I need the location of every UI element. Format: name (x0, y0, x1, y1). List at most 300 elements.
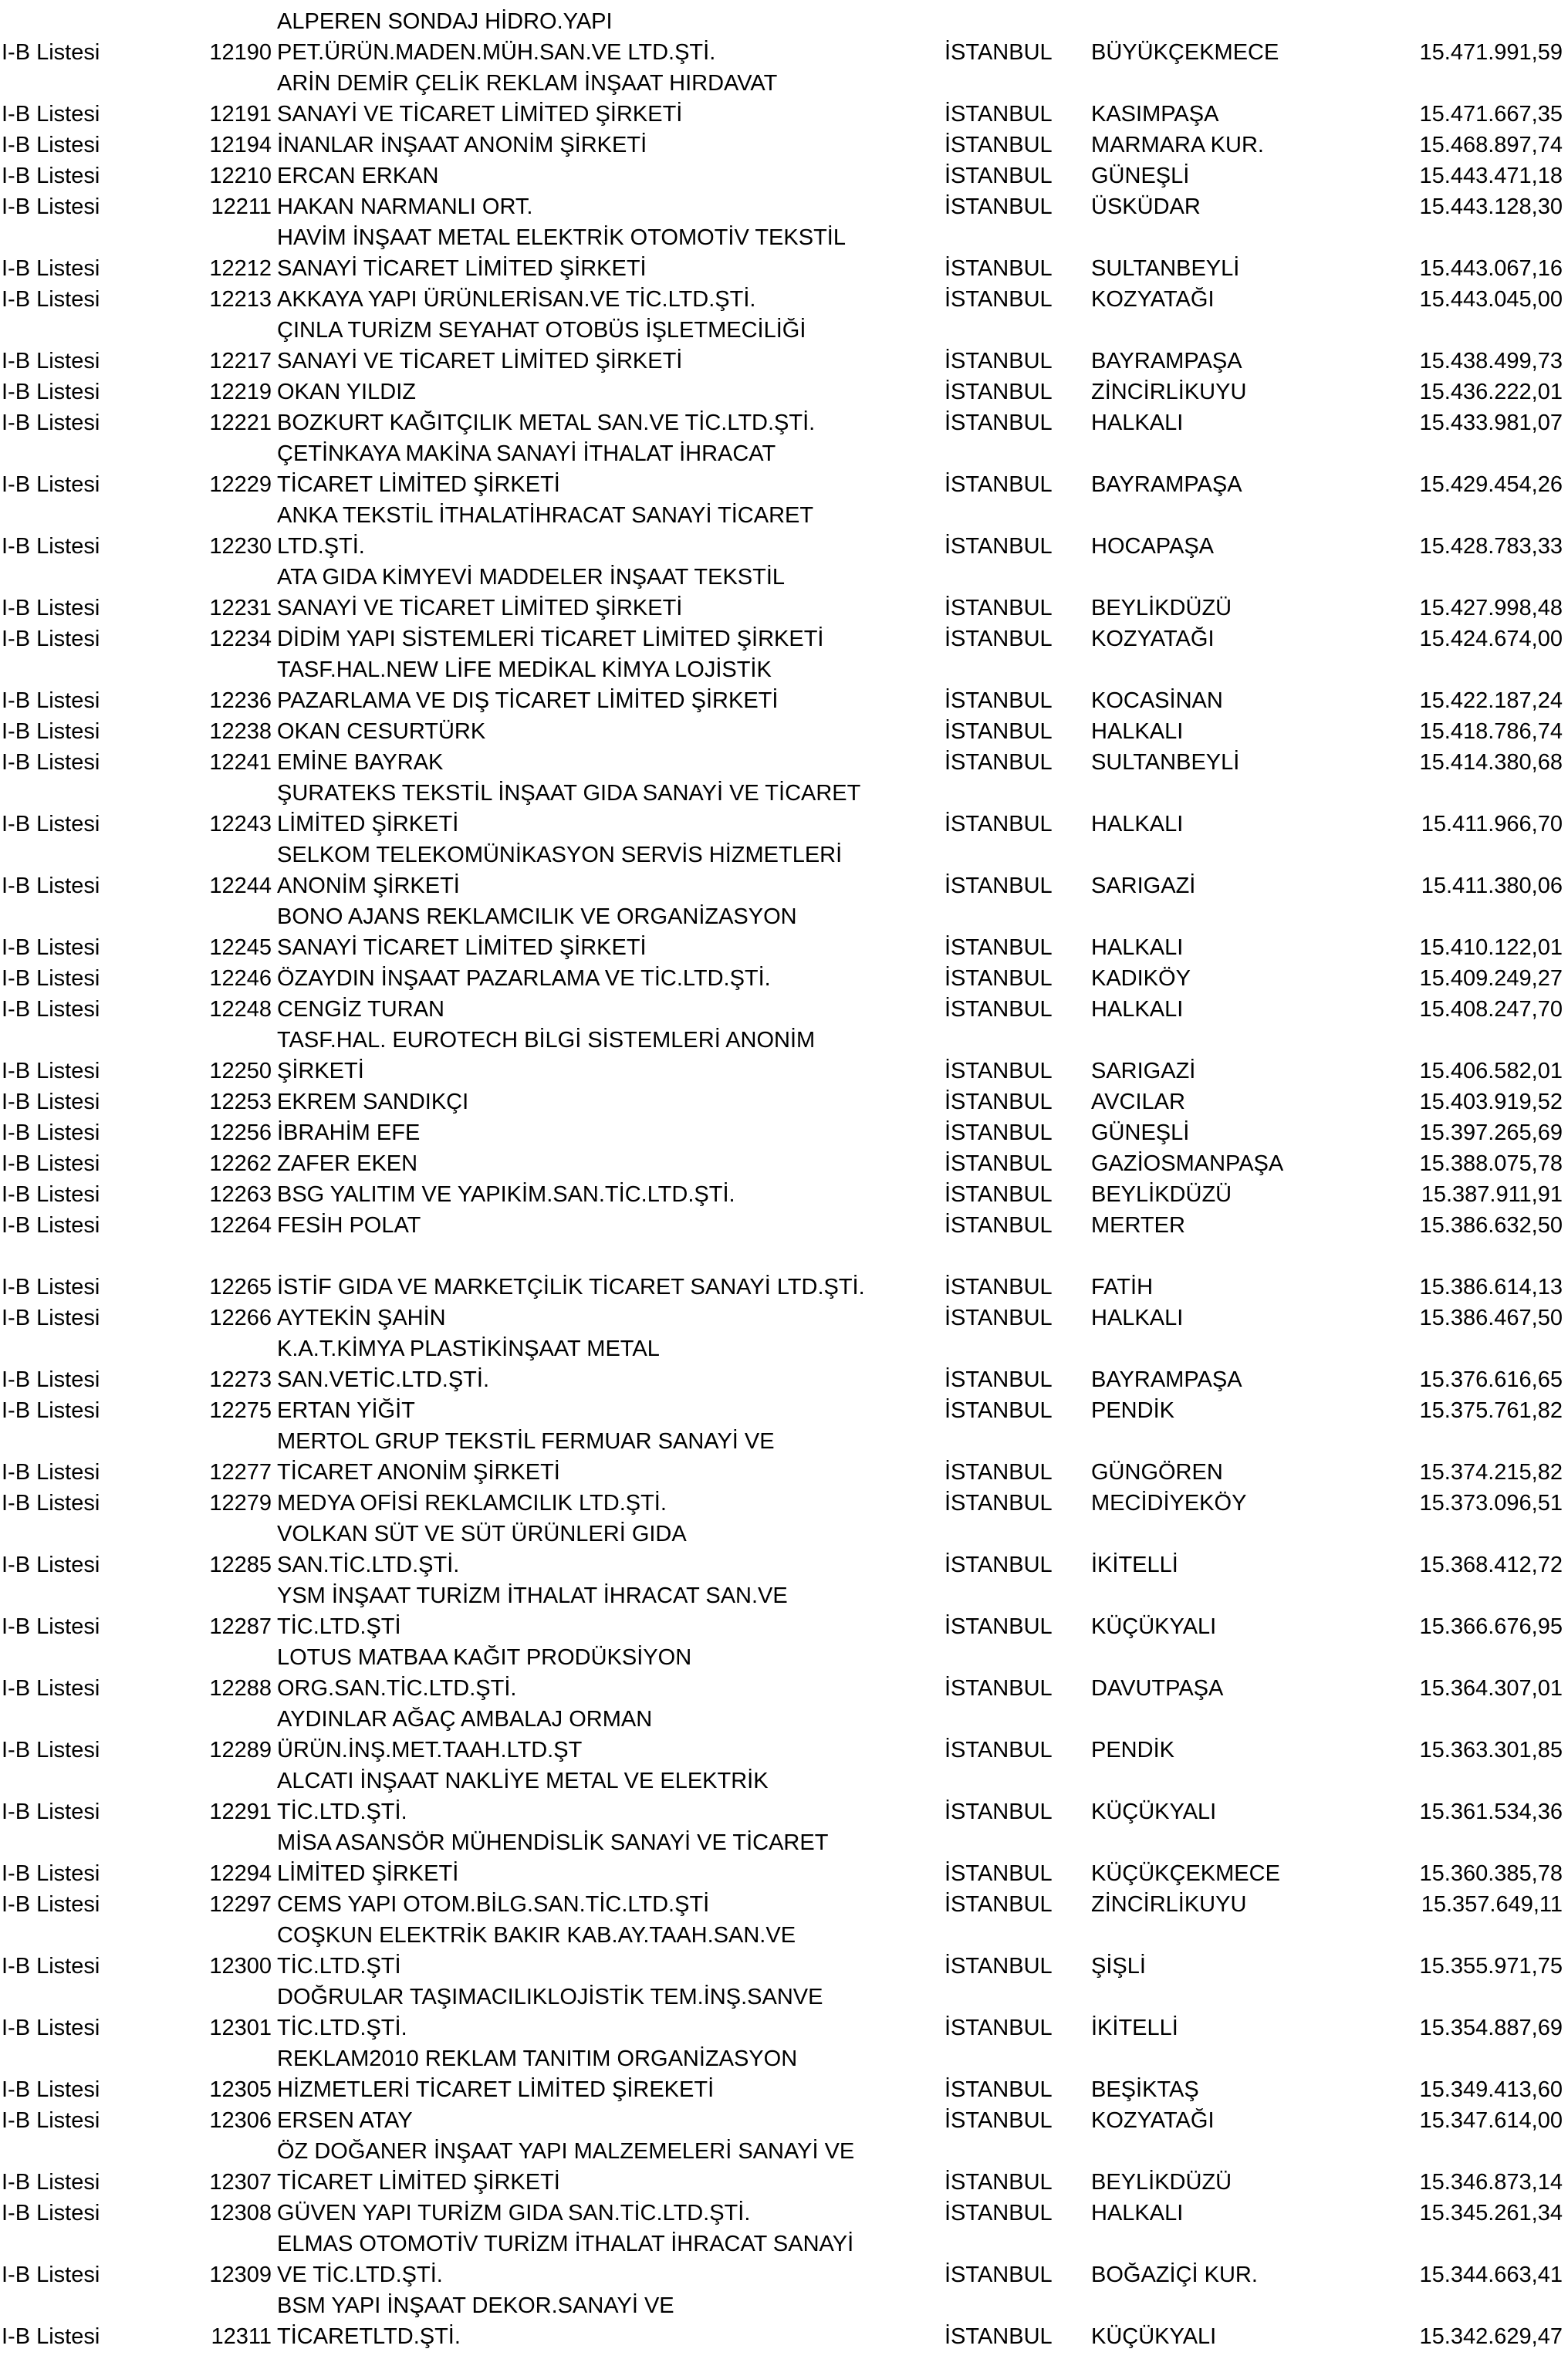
row-number: 12297 (209, 1892, 272, 1917)
company-name-line: TİC.LTD.ŞTİ (277, 1954, 401, 1979)
row-number: 12294 (209, 1861, 272, 1886)
city: İSTANBUL (945, 472, 1053, 497)
district: HALKALI (1091, 719, 1184, 744)
company-name (277, 778, 860, 840)
amount: 15.403.919,52 (1419, 1090, 1563, 1114)
district: HALKALI (1091, 411, 1184, 435)
company-name-line: TİC.LTD.ŞTİ. (277, 1800, 407, 1824)
amount: 15.386.614,13 (1419, 1275, 1563, 1299)
company-name-line: PAZARLAMA VE DIŞ TİCARET LİMİTED ŞİRKETİ (277, 688, 779, 713)
district: ŞİŞLİ (1091, 1954, 1146, 1979)
table-row (0, 438, 1568, 500)
district: AVCILAR (1091, 1090, 1185, 1114)
list-name: I-B Listesi (2, 411, 100, 435)
company-name-line: ÜRÜN.İNŞ.MET.TAAH.LTD.ŞT (277, 1738, 583, 1762)
district: KÜÇÜKYALI (1091, 1614, 1217, 1639)
amount: 15.468.897,74 (1419, 133, 1563, 157)
row-number: 12221 (209, 411, 272, 435)
list-name: I-B Listesi (2, 1151, 100, 1176)
list-name: I-B Listesi (2, 349, 100, 373)
row-number: 12234 (209, 627, 272, 651)
company-name-line: LİMİTED ŞİRKETİ (277, 812, 459, 836)
amount: 15.443.067,16 (1419, 256, 1563, 281)
city: İSTANBUL (945, 1954, 1053, 1979)
city: İSTANBUL (945, 966, 1053, 991)
amount: 15.376.616,65 (1419, 1367, 1563, 1392)
company-name (277, 963, 771, 994)
row-number: 12243 (209, 812, 272, 836)
district: GÜNGÖREN (1091, 1460, 1223, 1485)
list-name: I-B Listesi (2, 1676, 100, 1701)
district: BÜYÜKÇEKMECE (1091, 40, 1279, 65)
list-name: I-B Listesi (2, 1213, 100, 1238)
company-name (277, 1241, 865, 1303)
city: İSTANBUL (945, 812, 1053, 836)
company-name-line: ÇINLA TURİZM SEYAHAT OTOBÜS İŞLETMECİLİĞİ (277, 318, 806, 343)
list-name: I-B Listesi (2, 1367, 100, 1392)
amount: 15.436.222,01 (1419, 380, 1563, 404)
list-name: I-B Listesi (2, 688, 100, 713)
company-name (277, 1827, 828, 1889)
city: İSTANBUL (945, 1676, 1053, 1701)
list-name: I-B Listesi (2, 380, 100, 404)
city: İSTANBUL (945, 380, 1053, 404)
amount: 15.422.187,24 (1419, 688, 1563, 713)
amount: 15.438.499,73 (1419, 349, 1563, 373)
district: GAZİOSMANPAŞA (1091, 1151, 1284, 1176)
table-row (0, 1642, 1568, 1704)
city: İSTANBUL (945, 874, 1053, 898)
amount: 15.443.045,00 (1419, 287, 1563, 312)
company-name-line: TİCARET LİMİTED ŞİRKETİ (277, 472, 560, 497)
amount: 15.429.454,26 (1419, 472, 1563, 497)
district: FATİH (1091, 1275, 1154, 1299)
amount: 15.443.471,18 (1419, 164, 1563, 188)
row-number: 12309 (209, 2263, 272, 2287)
company-name-line: MİSA ASANSÖR MÜHENDİSLİK SANAYİ VE TİCARET (277, 1830, 829, 1855)
row-number: 12241 (209, 750, 272, 775)
row-number: 12229 (209, 472, 272, 497)
company-name (277, 1766, 769, 1827)
company-name-line: ATA GIDA KİMYEVİ MADDELER İNŞAAT TEKSTİL (277, 565, 786, 590)
table-row (0, 1982, 1568, 2043)
amount: 15.374.215,82 (1419, 1460, 1563, 1485)
company-name-line: TİC.LTD.ŞTİ. (277, 2016, 407, 2040)
table-row (0, 994, 1568, 1025)
company-name (277, 1210, 421, 1241)
amount: 15.363.301,85 (1419, 1738, 1563, 1762)
row-number: 12307 (209, 2170, 272, 2195)
company-name-line: PET.ÜRÜN.MADEN.MÜH.SAN.VE LTD.ŞTİ. (277, 40, 716, 65)
company-name-line: TİCARETLTD.ŞTİ. (277, 2324, 461, 2349)
row-number: 12213 (209, 287, 272, 312)
list-name: I-B Listesi (2, 164, 100, 188)
company-name (277, 747, 443, 778)
company-name-line: TİC.LTD.ŞTİ (277, 1614, 401, 1639)
company-name (277, 2105, 413, 2136)
table-row (0, 901, 1568, 963)
city: İSTANBUL (945, 2324, 1053, 2349)
amount: 15.373.096,51 (1419, 1491, 1563, 1516)
company-name-line: LTD.ŞTİ. (277, 534, 365, 559)
list-name: I-B Listesi (2, 997, 100, 1022)
amount: 15.364.307,01 (1419, 1676, 1563, 1701)
city: İSTANBUL (945, 2170, 1053, 2195)
row-number: 12289 (209, 1738, 272, 1762)
row-number: 12210 (209, 164, 272, 188)
row-number: 12246 (209, 966, 272, 991)
company-name-line: TİCARET LİMİTED ŞİRKETİ (277, 2170, 560, 2195)
amount: 15.418.786,74 (1419, 719, 1563, 744)
company-name (277, 2229, 853, 2290)
list-name: I-B Listesi (2, 812, 100, 836)
row-number: 12217 (209, 349, 272, 373)
amount: 15.361.534,36 (1419, 1800, 1563, 1824)
table-row (0, 377, 1568, 407)
city: İSTANBUL (945, 2016, 1053, 2040)
company-name-line: OKAN CESURTÜRK (277, 719, 486, 744)
company-name-line: ZAFER EKEN (277, 1151, 418, 1176)
list-name: I-B Listesi (2, 1553, 100, 1577)
company-name (277, 1117, 420, 1148)
amount: 15.357.649,11 (1421, 1892, 1563, 1917)
city: İSTANBUL (945, 411, 1053, 435)
table-row (0, 654, 1568, 716)
table-row (0, 562, 1568, 624)
table-row (0, 1025, 1568, 1087)
table-row (0, 1395, 1568, 1426)
city: İSTANBUL (945, 40, 1053, 65)
district: BEYLİKDÜZÜ (1091, 2170, 1232, 2195)
amount: 15.354.887,69 (1419, 2016, 1563, 2040)
city: İSTANBUL (945, 287, 1053, 312)
list-name: I-B Listesi (2, 2324, 100, 2349)
company-name-line: AYTEKİN ŞAHİN (277, 1306, 446, 1330)
company-name-line: SAN.TİC.LTD.ŞTİ. (277, 1553, 460, 1577)
table-row (0, 1148, 1568, 1179)
row-number: 12191 (209, 102, 272, 127)
company-name (277, 1889, 709, 1920)
row-number: 12248 (209, 997, 272, 1022)
row-number: 12301 (209, 2016, 272, 2040)
list-name: I-B Listesi (2, 966, 100, 991)
amount: 15.471.991,59 (1419, 40, 1563, 65)
city: İSTANBUL (945, 194, 1053, 219)
list-name: I-B Listesi (2, 1892, 100, 1917)
row-number: 12311 (211, 2324, 272, 2349)
city: İSTANBUL (945, 596, 1053, 620)
district: KÜÇÜKÇEKMECE (1091, 1861, 1280, 1886)
amount: 15.386.467,50 (1419, 1306, 1563, 1330)
amount: 15.388.075,78 (1419, 1151, 1563, 1176)
district: ZİNCİRLİKUYU (1091, 1892, 1247, 1917)
row-number: 12190 (209, 40, 272, 65)
table-row (0, 284, 1568, 315)
district: KOCASİNAN (1091, 688, 1223, 713)
amount: 15.397.265,69 (1419, 1120, 1563, 1145)
company-name-line: ÖZ DOĞANER İNŞAAT YAPI MALZEMELERİ SANAYİ VE (277, 2139, 855, 2164)
table-row (0, 191, 1568, 222)
row-number: 12285 (209, 1553, 272, 1577)
company-name-line: MEDYA OFİSİ REKLAMCILIK LTD.ŞTİ. (277, 1491, 667, 1516)
list-name: I-B Listesi (2, 2077, 100, 2102)
company-name-line: SANAYİ TİCARET LİMİTED ŞİRKETİ (277, 935, 647, 960)
company-name-line: REKLAM2010 REKLAM TANITIM ORGANİZASYON (277, 2046, 798, 2071)
district: BEYLİKDÜZÜ (1091, 596, 1232, 620)
table-row (0, 1210, 1568, 1241)
list-name: I-B Listesi (2, 2201, 100, 2226)
table-row (0, 747, 1568, 778)
company-name-line: ELMAS OTOMOTİV TURİZM İTHALAT İHRACAT SANAYİ (277, 2232, 854, 2256)
district: GÜNEŞLİ (1091, 1120, 1190, 1145)
district: BAYRAMPAŞA (1091, 1367, 1242, 1392)
company-name (277, 2198, 750, 2229)
company-name-line: ÇETİNKAYA MAKİNA SANAYİ İTHALAT İHRACAT (277, 441, 776, 466)
district: HOCAPAŞA (1091, 534, 1215, 559)
district: KOZYATAĞI (1091, 287, 1215, 312)
company-name-line: COŞKUN ELEKTRİK BAKIR KAB.AY.TAAH.SAN.VE (277, 1923, 796, 1948)
list-name: I-B Listesi (2, 472, 100, 497)
list-name: I-B Listesi (2, 719, 100, 744)
table-row (0, 1827, 1568, 1889)
list-name: I-B Listesi (2, 2016, 100, 2040)
company-name-line: ANKA TEKSTİL İTHALATİHRACAT SANAYİ TİCARET (277, 503, 814, 528)
city: İSTANBUL (945, 1800, 1053, 1824)
company-name-line: EMİNE BAYRAK (277, 750, 444, 775)
row-number: 12305 (209, 2077, 272, 2102)
list-name: I-B Listesi (2, 1120, 100, 1145)
list-name: I-B Listesi (2, 1861, 100, 1886)
company-name (277, 840, 842, 901)
row-number: 12277 (209, 1460, 272, 1485)
city: İSTANBUL (945, 349, 1053, 373)
company-name-line: OKAN YILDIZ (277, 380, 416, 404)
list-name: I-B Listesi (2, 1800, 100, 1824)
company-name (277, 654, 778, 716)
city: İSTANBUL (945, 1367, 1053, 1392)
row-number: 12253 (209, 1090, 272, 1114)
company-name-line: İSTİF GIDA VE MARKETÇİLİK TİCARET SANAYİ LTD.ŞTİ. (277, 1275, 865, 1299)
table-row (0, 222, 1568, 284)
city: İSTANBUL (945, 719, 1053, 744)
district: BEYLİKDÜZÜ (1091, 1182, 1232, 1207)
list-name: I-B Listesi (2, 1614, 100, 1639)
company-name-line: GÜVEN YAPI TURİZM GIDA SAN.TİC.LTD.ŞTİ. (277, 2201, 751, 2226)
city: İSTANBUL (945, 164, 1053, 188)
table-row (0, 2136, 1568, 2198)
city: İSTANBUL (945, 1306, 1053, 1330)
company-name (277, 222, 846, 284)
amount: 15.411.380,06 (1421, 874, 1563, 898)
list-name: I-B Listesi (2, 1090, 100, 1114)
company-name (277, 6, 715, 68)
list-name: I-B Listesi (2, 1306, 100, 1330)
district: HALKALI (1091, 935, 1184, 960)
district: KOZYATAĞI (1091, 2108, 1215, 2133)
city: İSTANBUL (945, 1182, 1053, 1207)
row-number: 12230 (209, 534, 272, 559)
row-number: 12300 (209, 1954, 272, 1979)
row-number: 12244 (209, 874, 272, 898)
company-name (277, 1087, 468, 1117)
district: SARIGAZİ (1091, 874, 1196, 898)
company-name-line: İBRAHİM EFE (277, 1120, 421, 1145)
amount: 15.360.385,78 (1419, 1861, 1563, 1886)
city: İSTANBUL (945, 1090, 1053, 1114)
amount: 15.355.971,75 (1419, 1954, 1563, 1979)
city: İSTANBUL (945, 1460, 1053, 1485)
company-name-line: ANONİM ŞİRKETİ (277, 874, 460, 898)
list-name: I-B Listesi (2, 40, 100, 65)
company-name-line: SANAYİ VE TİCARET LİMİTED ŞİRKETİ (277, 596, 683, 620)
amount: 15.424.674,00 (1419, 627, 1563, 651)
company-name (277, 1580, 788, 1642)
company-name-line: EKREM SANDIKÇI (277, 1090, 469, 1114)
amount: 15.349.413,60 (1419, 2077, 1563, 2102)
district: KASIMPAŞA (1091, 102, 1219, 127)
city: İSTANBUL (945, 1275, 1053, 1299)
amount: 15.410.122,01 (1419, 935, 1563, 960)
table-row (0, 161, 1568, 191)
amount: 15.427.998,48 (1419, 596, 1563, 620)
district: SULTANBEYLİ (1091, 750, 1240, 775)
company-name-line: HİZMETLERİ TİCARET LİMİTED ŞİREKETİ (277, 2077, 715, 2102)
district: İKİTELLİ (1091, 2016, 1178, 2040)
list-name: I-B Listesi (2, 1398, 100, 1423)
district: İKİTELLİ (1091, 1553, 1178, 1577)
table-row (0, 1117, 1568, 1148)
city: İSTANBUL (945, 1738, 1053, 1762)
list-name: I-B Listesi (2, 935, 100, 960)
table-row (0, 2198, 1568, 2229)
company-name (277, 2043, 797, 2105)
company-name-line: HAVİM İNŞAAT METAL ELEKTRİK OTOMOTİV TEKSTİL (277, 225, 846, 250)
district: BEŞİKTAŞ (1091, 2077, 1199, 2102)
company-name-line: TASF.HAL. EUROTECH BİLGİ SİSTEMLERİ ANONİM (277, 1028, 816, 1053)
city: İSTANBUL (945, 2263, 1053, 2287)
amount: 15.347.614,00 (1419, 2108, 1563, 2133)
row-number: 12263 (209, 1182, 272, 1207)
company-name (277, 901, 797, 963)
company-name (277, 1982, 823, 2043)
list-name: I-B Listesi (2, 1182, 100, 1207)
row-number: 12236 (209, 688, 272, 713)
amount: 15.345.261,34 (1419, 2201, 1563, 2226)
table-row (0, 963, 1568, 994)
company-name-line: BSG YALITIM VE YAPIKİM.SAN.TİC.LTD.ŞTİ. (277, 1182, 735, 1207)
table-row (0, 1920, 1568, 1982)
amount: 15.346.873,14 (1419, 2170, 1563, 2195)
table-row (0, 2043, 1568, 2105)
amount: 15.433.981,07 (1419, 411, 1563, 435)
company-name (277, 191, 532, 222)
district: MARMARA KUR. (1091, 133, 1264, 157)
company-name (277, 994, 444, 1025)
district: HALKALI (1091, 812, 1184, 836)
list-name: I-B Listesi (2, 1059, 100, 1083)
table-row (0, 6, 1568, 68)
city: İSTANBUL (945, 1120, 1053, 1145)
company-name (277, 1333, 660, 1395)
list-name: I-B Listesi (2, 102, 100, 127)
district: ÜSKÜDAR (1091, 194, 1201, 219)
company-name-line: TASF.HAL.NEW LİFE MEDİKAL KİMYA LOJİSTİK (277, 657, 772, 682)
table-row (0, 624, 1568, 654)
company-name-line: YSM İNŞAAT TURİZM İTHALAT İHRACAT SAN.VE (277, 1583, 788, 1608)
amount: 15.471.667,35 (1419, 102, 1563, 127)
company-name (277, 1642, 691, 1704)
table-row (0, 2229, 1568, 2290)
row-number: 12212 (209, 256, 272, 281)
list-name: I-B Listesi (2, 256, 100, 281)
company-name (277, 1488, 667, 1519)
row-number: 12266 (209, 1306, 272, 1330)
company-name-line: BONO AJANS REKLAMCILIK VE ORGANİZASYON (277, 904, 797, 929)
city: İSTANBUL (945, 1151, 1053, 1176)
company-name-line: SELKOM TELEKOMÜNİKASYON SERVİS HİZMETLERİ (277, 843, 843, 867)
table-row (0, 778, 1568, 840)
company-name-line: MERTOL GRUP TEKSTİL FERMUAR SANAYİ VE (277, 1429, 775, 1454)
city: İSTANBUL (945, 1213, 1053, 1238)
district: HALKALI (1091, 1306, 1184, 1330)
list-name: I-B Listesi (2, 2170, 100, 2195)
list-name: I-B Listesi (2, 874, 100, 898)
city: İSTANBUL (945, 133, 1053, 157)
company-name (277, 500, 813, 562)
company-name-line (277, 1241, 865, 1272)
company-name-line: SANAYİ TİCARET LİMİTED ŞİRKETİ (277, 256, 647, 281)
company-name (277, 130, 647, 161)
city: İSTANBUL (945, 2201, 1053, 2226)
city: İSTANBUL (945, 1491, 1053, 1516)
company-name-line: ALPEREN SONDAJ HİDRO.YAPI (277, 9, 613, 34)
row-number: 12211 (211, 194, 272, 219)
table-row (0, 68, 1568, 130)
company-name (277, 1148, 417, 1179)
company-name-line: VOLKAN SÜT VE SÜT ÜRÜNLERİ GIDA (277, 1522, 687, 1546)
list-name: I-B Listesi (2, 1491, 100, 1516)
company-name-line: LİMİTED ŞİRKETİ (277, 1861, 459, 1886)
table-row (0, 500, 1568, 562)
amount: 15.443.128,30 (1419, 194, 1563, 219)
company-name-line: CEMS YAPI OTOM.BİLG.SAN.TİC.LTD.ŞTİ (277, 1892, 710, 1917)
district: SULTANBEYLİ (1091, 256, 1240, 281)
company-name-line: AKKAYA YAPI ÜRÜNLERİSAN.VE TİC.LTD.ŞTİ. (277, 287, 756, 312)
table-row (0, 1519, 1568, 1580)
city: İSTANBUL (945, 1059, 1053, 1083)
table-row (0, 1704, 1568, 1766)
list-name: I-B Listesi (2, 2263, 100, 2287)
city: İSTANBUL (945, 688, 1053, 713)
company-name-line: DOĞRULAR TAŞIMACILIKLOJİSTİK TEM.İNŞ.SANVE (277, 1985, 823, 2009)
city: İSTANBUL (945, 2077, 1053, 2102)
list-name: I-B Listesi (2, 534, 100, 559)
company-name-line: HAKAN NARMANLI ORT. (277, 194, 533, 219)
row-number: 12194 (209, 133, 272, 157)
city: İSTANBUL (945, 1553, 1053, 1577)
company-name-line: ERTAN YİĞİT (277, 1398, 415, 1423)
table-row (0, 716, 1568, 747)
city: İSTANBUL (945, 627, 1053, 651)
company-name (277, 1519, 687, 1580)
company-name (277, 1395, 415, 1426)
list-name: I-B Listesi (2, 287, 100, 312)
amount: 15.411.966,70 (1421, 812, 1563, 836)
company-name-line: SANAYİ VE TİCARET LİMİTED ŞİRKETİ (277, 349, 683, 373)
row-number: 12245 (209, 935, 272, 960)
amount: 15.344.663,41 (1419, 2263, 1563, 2287)
amount: 15.342.629,47 (1419, 2324, 1563, 2349)
